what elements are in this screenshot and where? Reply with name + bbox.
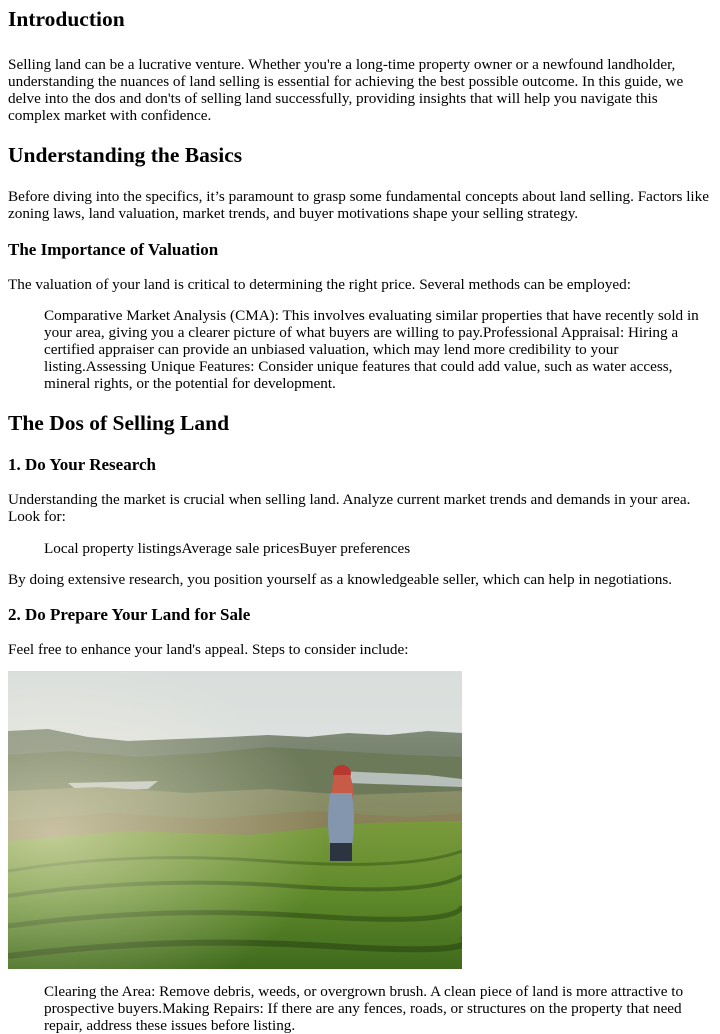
heading-importance-of-valuation: The Importance of Valuation (8, 240, 219, 259)
valuation-methods-quote: Comparative Market Analysis (CMA): This involves evaluating similar properties that have recently sold in your area, giving you a clearer picture of what buyers are willing to pay.Professional Appraisal: Hiring a certified appraiser can provide an unbiased valuation, which may lend more credibility to your listing.Assessing Unique Features: Consider unique features that could add value, such as water access, mineral rights, or the potential for development. (44, 307, 699, 392)
landscape-photo (8, 671, 462, 969)
preparation-steps-quote: Clearing the Area: Remove debris, weeds, or overgrown brush. A clean piece of land is more attractive to prospective buyers.Making Repairs: If there are any fences, roads, or structures on the property that need repair, address these issues before listing. (44, 983, 684, 1034)
paragraph-prepare: Feel free to enhance your land's appeal. Steps to consider include: (8, 641, 409, 658)
heading-prepare-land: 2. Do Prepare Your Land for Sale (8, 605, 251, 624)
research-items-quote: Local property listingsAverage sale pricesBuyer preferences (44, 540, 411, 557)
paragraph-basics: Before diving into the specifics, it’s paramount to grasp some fundamental concepts about land selling. Factors like zoning laws, land valuation, market trends, and buyer motivations shape your selling strategy. (8, 188, 709, 222)
paragraph-research: Understanding the market is crucial when selling land. Analyze current market trends and demands in your area. Look for: (8, 491, 691, 525)
paragraph-valuation: The valuation of your land is critical to determining the right price. Several methods can be employed: (8, 276, 631, 293)
heading-introduction: Introduction (8, 7, 125, 31)
heading-dos-of-selling-land: The Dos of Selling Land (8, 411, 230, 435)
paragraph-research-conclusion: By doing extensive research, you position yourself as a knowledgeable seller, which can help in negotiations. (8, 571, 673, 588)
paragraph-introduction: Selling land can be a lucrative venture. Whether you're a long-time property owner or a newfound landholder, understanding the nuances of land selling is essential for achieving the best possible outcome. In this guide, we delve into the dos and don'ts of selling land successfully, providing insights that will help you navigate this complex market with confidence. (8, 56, 684, 124)
heading-understanding-basics: Understanding the Basics (8, 143, 243, 167)
heading-do-your-research: 1. Do Your Research (8, 455, 156, 474)
